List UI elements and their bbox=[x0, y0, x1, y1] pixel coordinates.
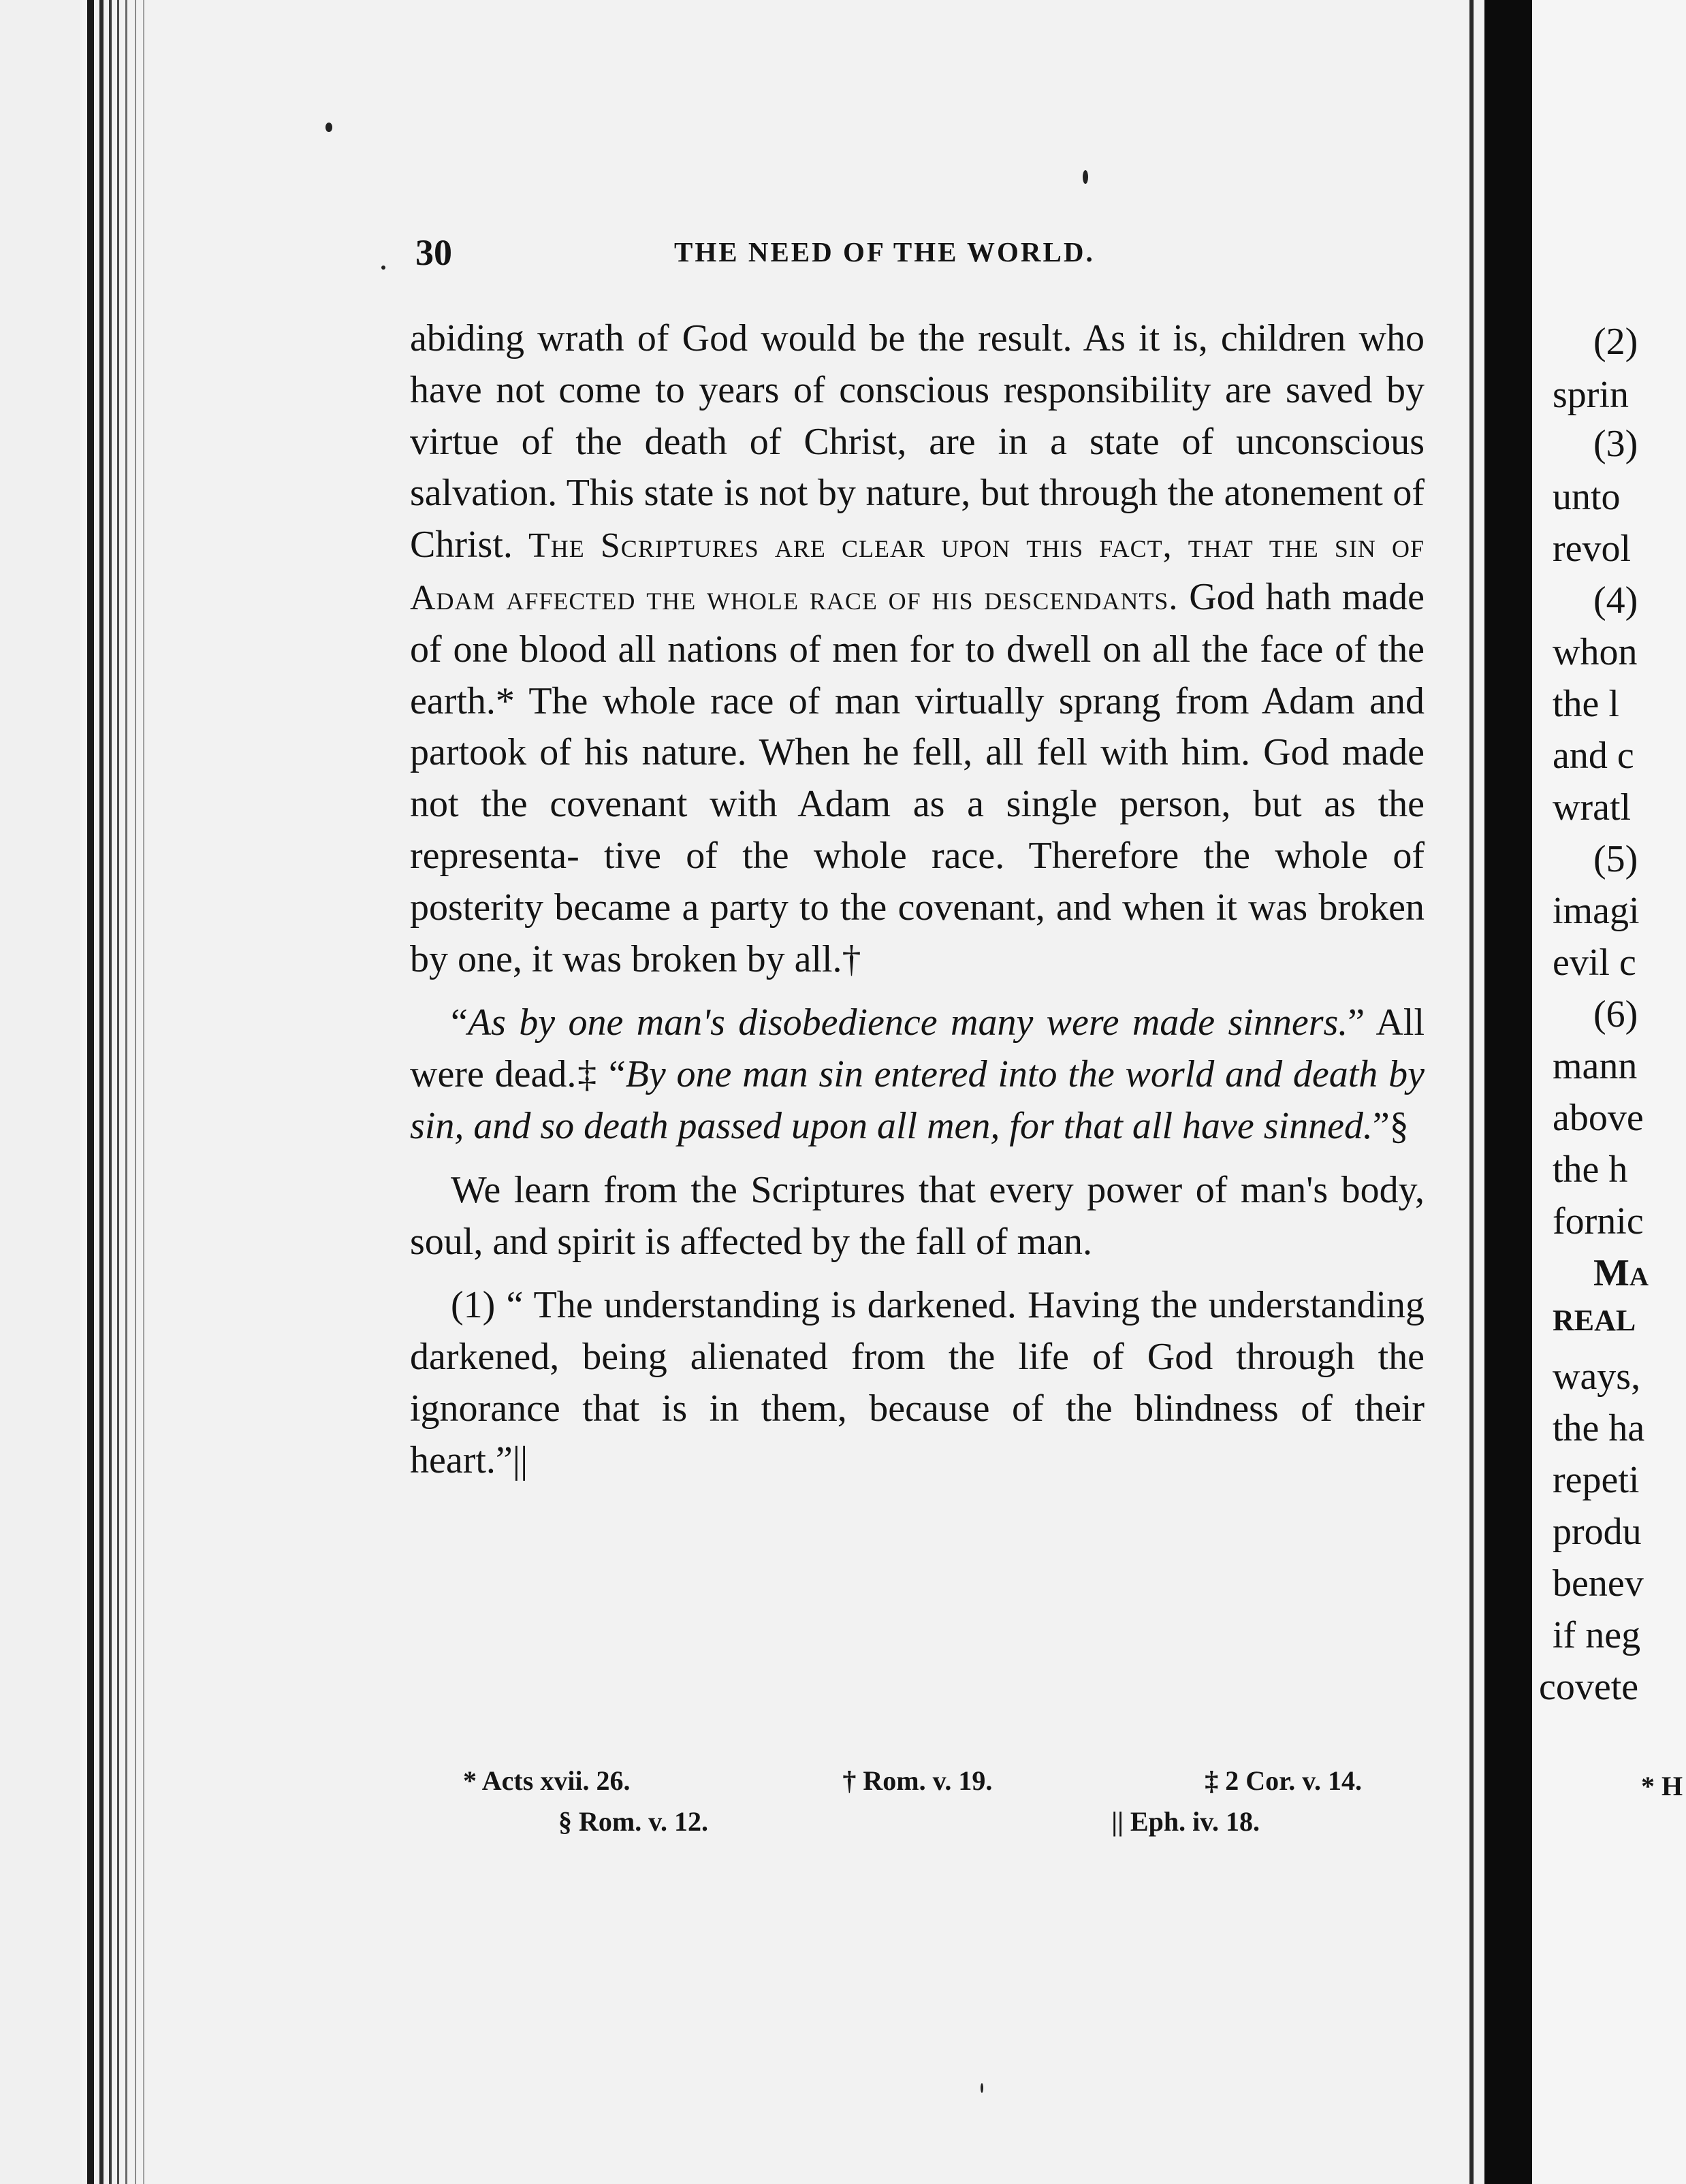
paragraph-1-text-a: abiding wrath of God would be the result. As it is, children who have not come to years of conscious responsibility are saved by virtue of the death of Christ, are in a state of unconscious salvation. This state is not by nature, but through the atonement of Christ. bbox=[410, 317, 1425, 566]
footnote-4: § Rom. v. 12. bbox=[558, 1806, 708, 1837]
next-page-line: the l bbox=[1553, 683, 1619, 725]
paragraph-2-middle: ” All were dead.‡ “ bbox=[410, 1001, 1425, 1096]
next-page-line: whon bbox=[1553, 631, 1638, 673]
paragraph-1 bbox=[410, 313, 1425, 985]
next-page-footnote: * H bbox=[1641, 1771, 1683, 1801]
footnote-5: || Eph. iv. 18. bbox=[1111, 1806, 1260, 1837]
next-page-line: unto bbox=[1553, 476, 1621, 518]
paragraph-1-text-b: God hath made of one blood all nations of men for to dwell on all the face of the earth.* The whole race of man virtually sprang from Adam and partook of his nature. When he fell, all fell with him. God made not the covenant with Adam as a single person, but as the representa- tive of the whole race. Therefore the whole of posterity became a party to the covenant, and when it was broken by one, it was broken by all.† bbox=[410, 575, 1425, 980]
next-page-line: imagi bbox=[1553, 890, 1640, 932]
next-page-line: (4) bbox=[1593, 579, 1638, 622]
paragraph-2 bbox=[410, 997, 1425, 1152]
quote-mark-open: “ bbox=[451, 1001, 468, 1044]
scan-speck bbox=[381, 266, 385, 270]
gutter-line bbox=[1469, 0, 1474, 2184]
quote-2: By one man sin entered into the world and death by sin, and so death passed upon all men, for that all have sinned. bbox=[410, 1053, 1425, 1147]
page-body bbox=[410, 313, 1425, 1487]
next-page-line: fornic bbox=[1553, 1200, 1644, 1242]
footnote-2: † Rom. v. 19. bbox=[842, 1765, 993, 1796]
footnote-row bbox=[463, 1761, 1362, 1801]
next-page-line: the h bbox=[1553, 1149, 1628, 1191]
footnote-row bbox=[463, 1801, 1362, 1842]
next-page-line: (6) bbox=[1593, 993, 1638, 1035]
quote-1: As by one man's disobedience many were made sinners. bbox=[467, 1001, 1348, 1044]
next-page-line: and c bbox=[1553, 735, 1634, 777]
next-page-line: revol bbox=[1553, 528, 1632, 570]
page-edge-line bbox=[135, 0, 136, 2184]
scan-speck bbox=[1083, 170, 1088, 184]
next-page-line: above bbox=[1553, 1097, 1644, 1139]
next-page-line: ways, bbox=[1553, 1355, 1641, 1398]
paragraph-1-small-caps: The Scriptures are clear upon this fact, that the sin of Adam affected the whole race of his descendants. bbox=[410, 526, 1425, 617]
next-page-line: wratl bbox=[1553, 786, 1632, 829]
next-page-line: mann bbox=[1553, 1045, 1638, 1087]
page-edge-line bbox=[87, 0, 94, 2184]
page-margin-left bbox=[0, 0, 82, 2184]
next-page-line: if neg bbox=[1553, 1614, 1641, 1656]
next-page-line: the ha bbox=[1553, 1407, 1645, 1449]
next-page-line: repeti bbox=[1553, 1459, 1640, 1501]
page-header bbox=[415, 231, 1423, 279]
next-page-line: (2) bbox=[1593, 321, 1638, 363]
next-page-line: (3) bbox=[1593, 423, 1638, 465]
page-number: 30 bbox=[415, 232, 452, 273]
book-gutter bbox=[1484, 0, 1532, 2184]
next-page-line: REAL bbox=[1553, 1304, 1636, 1337]
next-page-line: (5) bbox=[1593, 838, 1638, 880]
next-page-line: evil c bbox=[1553, 942, 1636, 984]
page-edge-line bbox=[117, 0, 119, 2184]
footnote-1: * Acts xvii. 26. bbox=[463, 1765, 631, 1796]
running-title: THE NEED OF THE WORLD. bbox=[674, 236, 1095, 268]
footnotes bbox=[463, 1761, 1362, 1842]
page-edge-line bbox=[109, 0, 112, 2184]
quote-mark-close: ”§ bbox=[1372, 1104, 1409, 1147]
page-edge-line bbox=[143, 0, 144, 2184]
paragraph-3: We learn from the Scriptures that every power of man's body, soul, and spirit is affected by the fall of man. bbox=[410, 1168, 1425, 1263]
next-page-line: covete bbox=[1539, 1666, 1639, 1708]
footnote-3: ‡ 2 Cor. v. 14. bbox=[1205, 1765, 1362, 1796]
page-edge-line bbox=[125, 0, 127, 2184]
page-edge-line bbox=[99, 0, 104, 2184]
paragraph-4: (1) “ The understanding is darkened. Having the understanding darkened, being alienated from the life of God through the ignorance that is in them, because of the blindness of their heart.”|| bbox=[410, 1284, 1425, 1481]
next-page-line: benev bbox=[1553, 1562, 1644, 1605]
next-page-line: produ bbox=[1553, 1511, 1642, 1553]
next-page-line: sprin bbox=[1553, 374, 1629, 416]
next-page-fragment bbox=[1532, 0, 1686, 2184]
scan-speck bbox=[981, 2083, 983, 2093]
scan-speck bbox=[325, 123, 332, 132]
next-page-line: Ma bbox=[1593, 1252, 1649, 1294]
